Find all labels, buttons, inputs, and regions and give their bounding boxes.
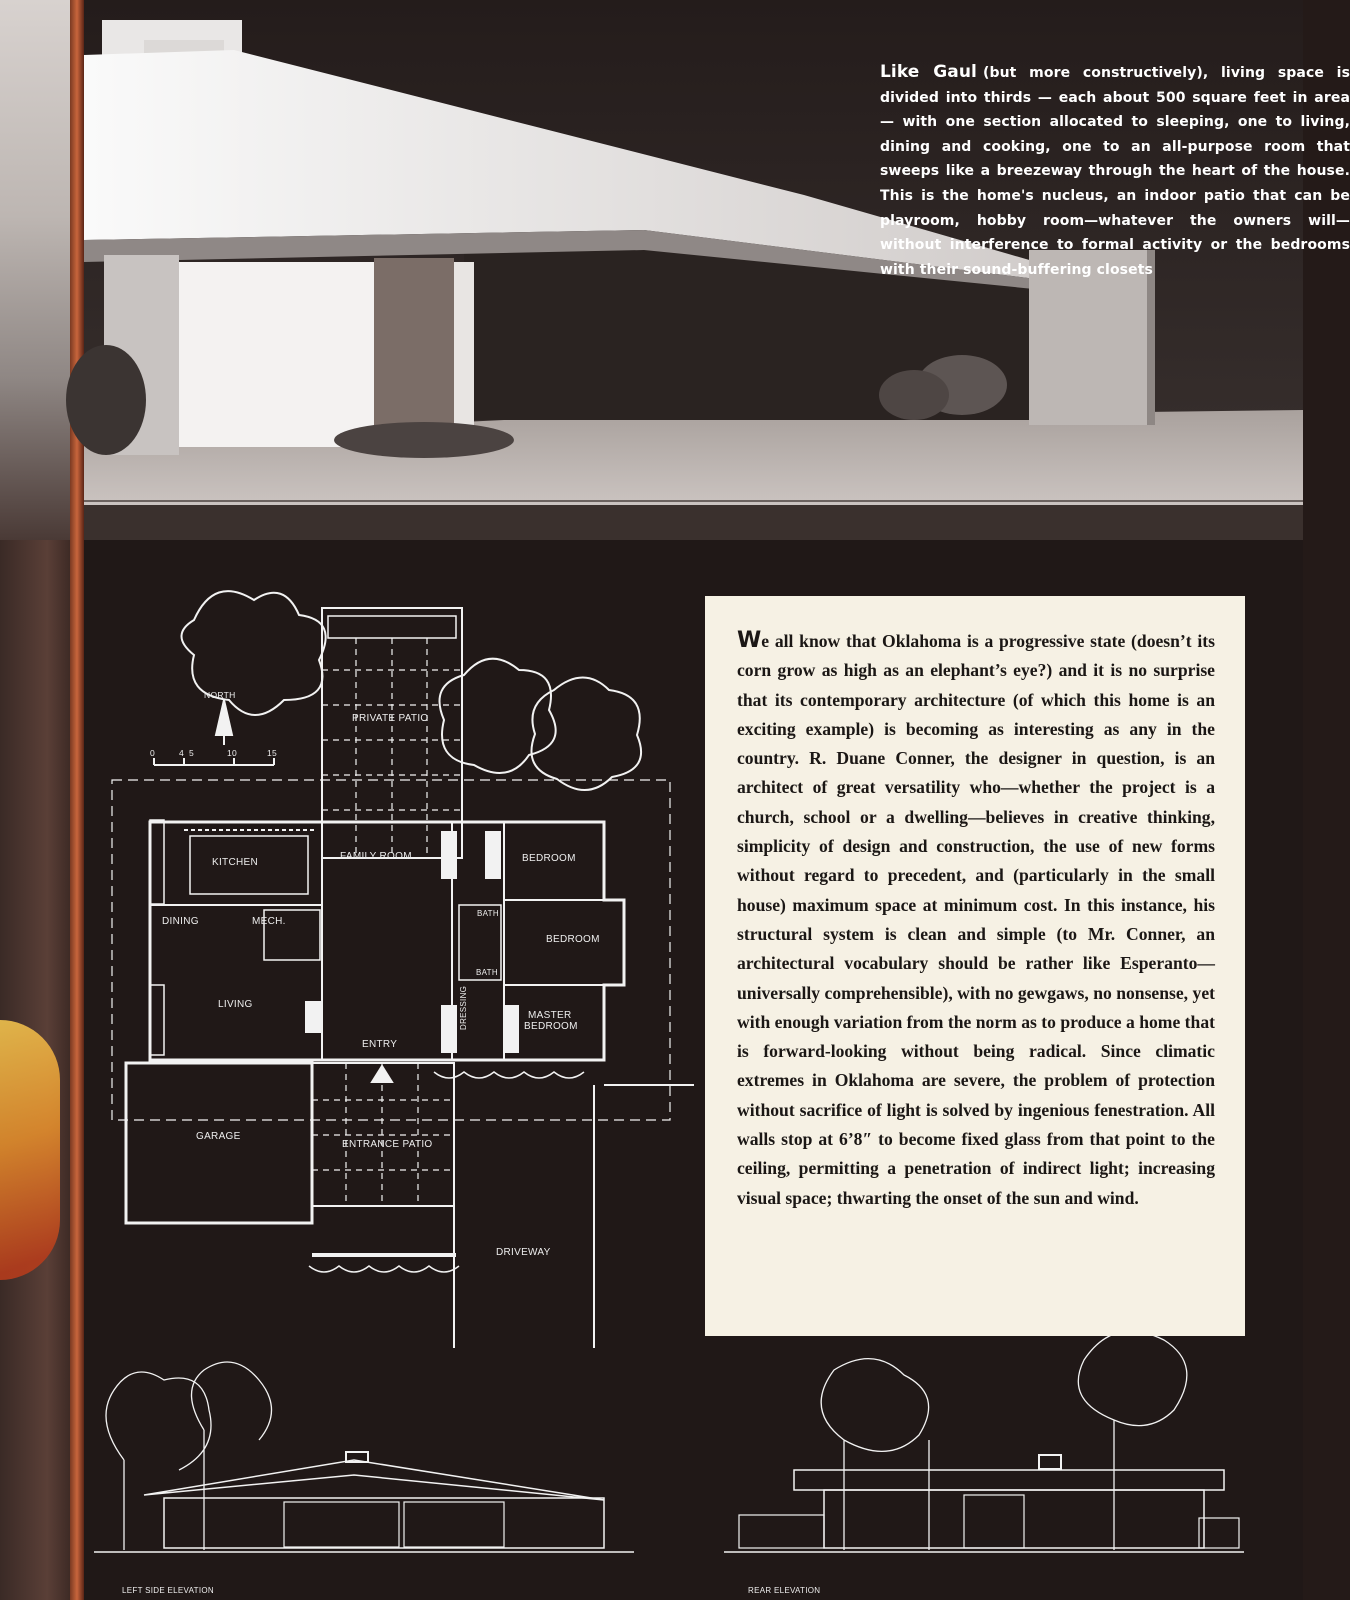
room-master-line-2: BEDROOM — [524, 1021, 578, 1032]
room-living: LIVING — [218, 999, 253, 1010]
scale-4: 4 — [179, 748, 185, 758]
room-dressing: DRESSING — [459, 985, 468, 1030]
scale-5: 5 — [189, 748, 195, 758]
room-mech: MECH. — [252, 916, 286, 927]
room-dining: DINING — [162, 916, 199, 927]
article-body: e all know that Oklahoma is a progressive state (doesn’t its corn grow as high as an elephant’s eye?) and it is no surprise that its contemporary architecture (of which this home is an exciting example) is becoming as interesting as any in the country. R. Duane Conner, the designer in question, is an architect of great versatility who—whether the project is a church, school or a dwelling—believes in creative thinking, simplicity of design and construction, the use of new forms without regard to precedent, and (particularly in the small house) maximum space at minimum cost. In this instance, his structural system is clean and simple (to Mr. Conner, an architectural vocabulary should be rather like Esperanto—universally comprehensible), with no gewgaws, no nonsense, yet with enough variation from the norm as to produce a home that is forward-looking without being radical. Since climatic extremes in Oklahoma are severe, the problem of protection without sacrifice of light is solved by ingenious fenestration. All walls stop at 6’8″ to become fixed glass from that point to the ceiling, permitting a penetration of indirect light; increasing visual space; thwarting the onset of the sun and wind. — [737, 631, 1215, 1208]
room-entry: ENTRY — [362, 1039, 398, 1050]
house-model-photo — [84, 0, 1350, 540]
room-garage: GARAGE — [196, 1131, 241, 1142]
caption-body: (but more constructively), living space is divided into thirds — each about 500 square feet in area — with one section allocated to sleeping, one to living, dining and cooking, one to an all-purpose room that sweeps like a breezeway through the heart of the house. This is the home's nucleus, an indoor patio that can be playroom, hobby room—whatever the owners will—without interference to formal activity or the bedrooms with their sound-buffering closets — [880, 65, 1350, 278]
left-side-elevation-label: LEFT SIDE ELEVATION — [122, 1586, 214, 1595]
page-gutter — [70, 0, 84, 1600]
tree-icon — [440, 659, 556, 773]
room-entrance-patio: ENTRANCE PATIO — [342, 1139, 433, 1150]
photo-caption — [880, 60, 1350, 282]
room-bath-1: BATH — [477, 909, 499, 918]
room-driveway: DRIVEWAY — [496, 1247, 551, 1258]
room-family-room: FAMILY ROOM — [340, 851, 412, 862]
room-master-line-1: MASTER — [528, 1010, 572, 1021]
article-dropcap: W — [737, 628, 762, 653]
facing-page-color-swoosh — [0, 1020, 60, 1280]
article-paragraph — [737, 626, 1215, 1213]
tree-icon — [531, 678, 641, 791]
rear-elevation-label: REAR ELEVATION — [748, 1586, 821, 1595]
scale-15: 15 — [267, 748, 278, 758]
scale-10: 10 — [227, 748, 238, 758]
caption-lead: Like Gaul — [880, 62, 977, 82]
room-kitchen: KITCHEN — [212, 857, 258, 868]
room-bedroom-2: BEDROOM — [546, 934, 600, 945]
article-text-box — [705, 596, 1245, 1336]
room-bath-2: BATH — [476, 968, 498, 977]
scale-0: 0 — [150, 748, 156, 758]
north-label: NORTH — [204, 690, 236, 700]
room-private-patio: PRIVATE PATIO — [352, 713, 429, 724]
room-bedroom-1: BEDROOM — [522, 853, 576, 864]
